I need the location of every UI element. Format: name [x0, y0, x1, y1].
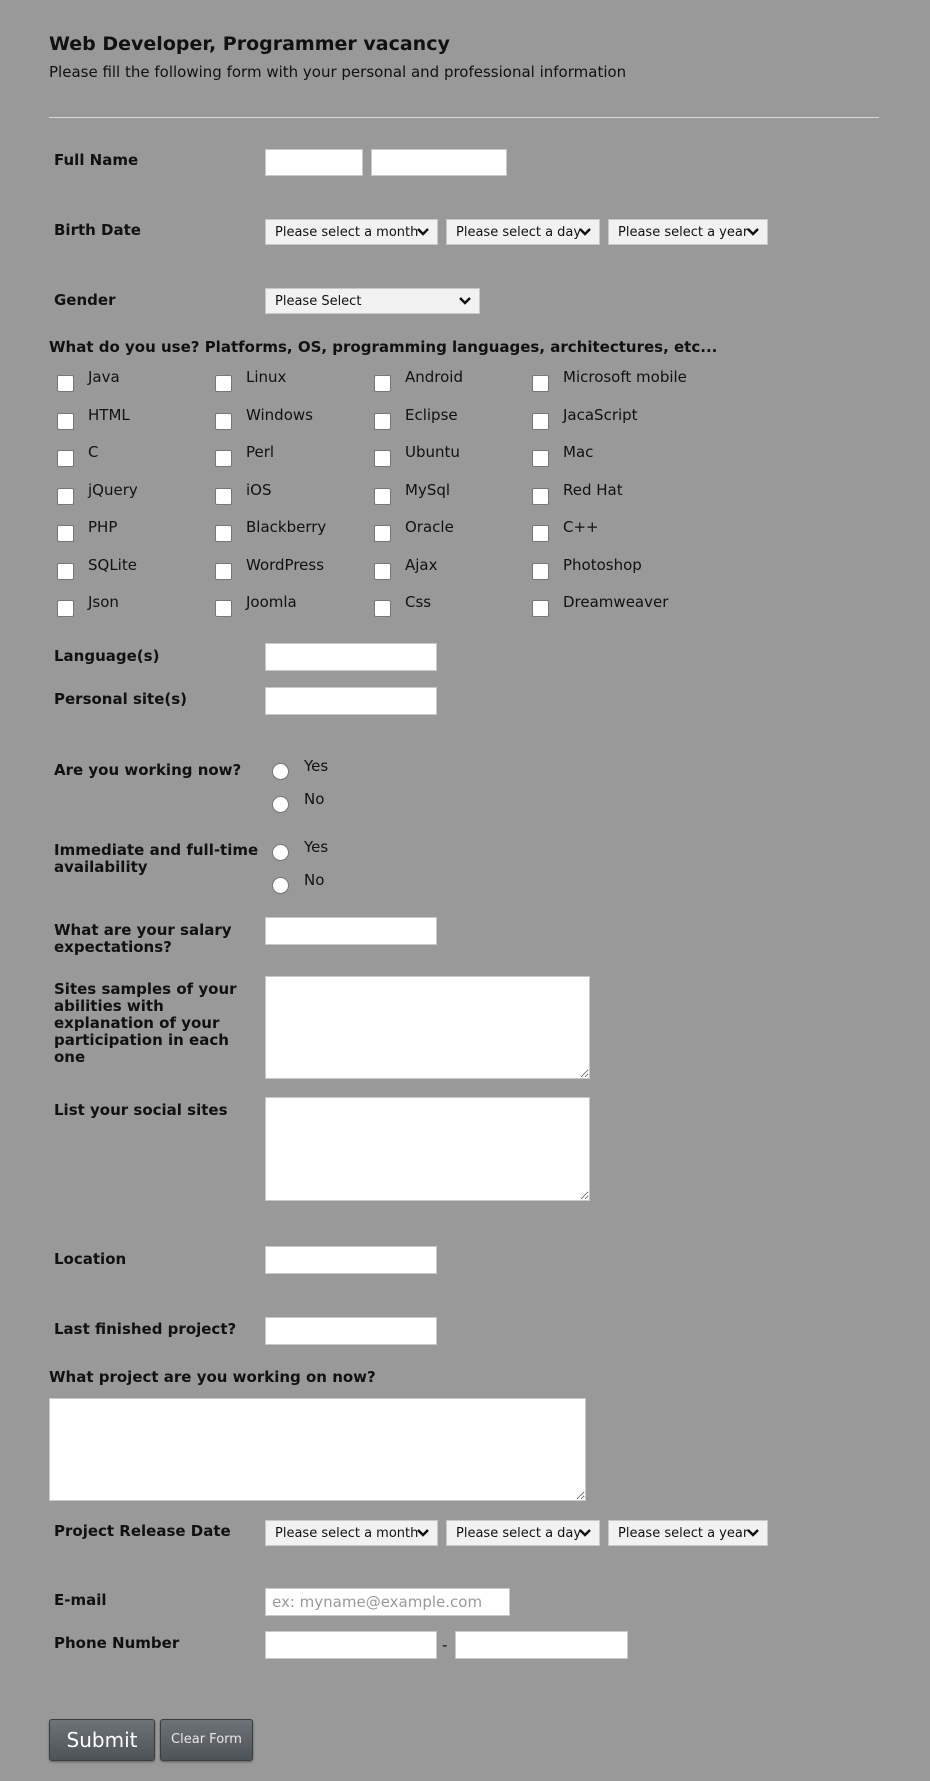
release-month-value: Please select a month [275, 1526, 419, 1541]
platform-checkbox-label: Ajax [405, 556, 438, 574]
working-now-label: Are you working now? [54, 761, 242, 779]
platform-checkbox[interactable] [215, 488, 232, 505]
platforms-label: What do you use? Platforms, OS, programming languages, architectures, etc... [49, 338, 718, 356]
release-year-value: Please select a year [618, 1526, 749, 1541]
birth-date-label: Birth Date [54, 221, 141, 239]
birth-year-value: Please select a year [618, 225, 749, 240]
platform-checkbox-label: Photoshop [563, 556, 642, 574]
platform-checkbox[interactable] [215, 375, 232, 392]
languages-input[interactable] [265, 643, 437, 671]
languages-label: Language(s) [54, 647, 160, 665]
platform-checkbox-label: jQuery [88, 481, 138, 499]
site-samples-label: Sites samples of your abilities with explanation of your participation in each one [54, 980, 237, 1066]
platform-checkbox-label: Linux [246, 368, 287, 386]
current-project-textarea[interactable] [49, 1398, 586, 1501]
platform-checkbox-label: Perl [246, 443, 275, 461]
platform-checkbox[interactable] [215, 525, 232, 542]
platform-checkbox[interactable] [532, 600, 549, 617]
availability-yes-label: Yes [304, 838, 329, 856]
clear-form-button[interactable]: Clear Form [160, 1719, 253, 1761]
form-title: Web Developer, Programmer vacancy [49, 33, 450, 55]
chevron-down-icon [578, 226, 592, 238]
platform-checkbox-label: C [88, 443, 99, 461]
platform-checkbox[interactable] [215, 563, 232, 580]
platform-checkbox-label: Mac [563, 443, 594, 461]
platform-checkbox-label: Css [405, 593, 432, 611]
working-now-no-radio[interactable] [272, 796, 289, 813]
platform-checkbox-label: Joomla [246, 593, 297, 611]
release-day-select[interactable] [446, 1520, 600, 1546]
platform-checkbox[interactable] [532, 525, 549, 542]
platform-checkbox[interactable] [215, 600, 232, 617]
email-input[interactable] [265, 1588, 510, 1616]
phone-number-input[interactable] [455, 1631, 628, 1659]
platform-checkbox[interactable] [57, 525, 74, 542]
social-sites-textarea[interactable] [265, 1097, 590, 1201]
platform-checkbox[interactable] [532, 450, 549, 467]
platform-checkbox[interactable] [215, 450, 232, 467]
last-project-input[interactable] [265, 1317, 437, 1345]
platform-checkbox[interactable] [532, 488, 549, 505]
last-name-input[interactable] [371, 149, 507, 176]
personal-sites-label: Personal site(s) [54, 690, 188, 708]
chevron-down-icon [416, 1527, 430, 1539]
first-name-input[interactable] [265, 149, 363, 176]
gender-value: Please Select [275, 294, 362, 309]
platform-checkbox-label: Blackberry [246, 518, 327, 536]
platform-checkbox[interactable] [532, 375, 549, 392]
platform-checkbox[interactable] [532, 563, 549, 580]
last-project-label: Last finished project? [54, 1320, 237, 1338]
platform-checkbox-label: PHP [88, 518, 118, 536]
chevron-down-icon [578, 1527, 592, 1539]
working-now-yes-radio[interactable] [272, 763, 289, 780]
phone-label: Phone Number [54, 1634, 180, 1652]
personal-sites-input[interactable] [265, 687, 437, 715]
platform-checkbox-label: HTML [88, 406, 130, 424]
working-now-yes-label: Yes [304, 757, 329, 775]
birth-year-select[interactable] [608, 219, 768, 245]
phone-area-input[interactable] [265, 1631, 437, 1659]
site-samples-textarea[interactable] [265, 976, 590, 1079]
platform-checkbox[interactable] [374, 450, 391, 467]
platform-checkbox[interactable] [374, 375, 391, 392]
availability-yes-radio[interactable] [272, 844, 289, 861]
chevron-down-icon [416, 226, 430, 238]
current-project-label: What project are you working on now? [49, 1368, 376, 1386]
social-sites-label: List your social sites [54, 1101, 228, 1119]
platform-checkbox[interactable] [57, 563, 74, 580]
platform-checkbox[interactable] [374, 413, 391, 430]
platform-checkbox-label: Oracle [405, 518, 454, 536]
platform-checkbox[interactable] [215, 413, 232, 430]
platform-checkbox-label: Microsoft mobile [563, 368, 687, 386]
platform-checkbox-label: Red Hat [563, 481, 623, 499]
birth-day-value: Please select a day [456, 225, 582, 240]
submit-button[interactable]: Submit [49, 1719, 155, 1761]
divider [49, 117, 879, 118]
birth-day-select[interactable] [446, 219, 600, 245]
platform-checkbox[interactable] [57, 375, 74, 392]
gender-select[interactable] [265, 288, 480, 314]
phone-separator: - [442, 1636, 448, 1654]
platform-checkbox-label: Eclipse [405, 406, 458, 424]
platform-checkbox-label: WordPress [246, 556, 325, 574]
release-year-select[interactable] [608, 1520, 768, 1546]
birth-month-value: Please select a month [275, 225, 419, 240]
release-month-select[interactable] [265, 1520, 438, 1546]
availability-no-radio[interactable] [272, 877, 289, 894]
salary-input[interactable] [265, 917, 437, 945]
platform-checkbox[interactable] [374, 563, 391, 580]
platform-checkbox-label: MySql [405, 481, 451, 499]
platform-checkbox-label: JacaScript [563, 406, 638, 424]
release-day-value: Please select a day [456, 1526, 582, 1541]
working-now-no-label: No [304, 790, 325, 808]
platform-checkbox[interactable] [57, 600, 74, 617]
platform-checkbox[interactable] [57, 450, 74, 467]
platform-checkbox[interactable] [374, 488, 391, 505]
platform-checkbox-label: Json [88, 593, 119, 611]
location-input[interactable] [265, 1246, 437, 1274]
platform-checkbox-label: Dreamweaver [563, 593, 669, 611]
platform-checkbox-label: Ubuntu [405, 443, 460, 461]
platform-checkbox-label: Windows [246, 406, 313, 424]
form-subtitle: Please fill the following form with your personal and professional information [49, 63, 627, 81]
location-label: Location [54, 1250, 127, 1268]
platform-checkbox-label: Java [88, 368, 120, 386]
chevron-down-icon [746, 1527, 760, 1539]
availability-no-label: No [304, 871, 325, 889]
platform-checkbox-label: C++ [563, 518, 599, 536]
release-date-label: Project Release Date [54, 1522, 231, 1540]
availability-label: Immediate and full-time availability [54, 841, 259, 876]
platform-checkbox-label: SQLite [88, 556, 137, 574]
platform-checkbox[interactable] [374, 525, 391, 542]
platform-checkbox[interactable] [532, 413, 549, 430]
full-name-label: Full Name [54, 151, 139, 169]
gender-label: Gender [54, 291, 116, 309]
platform-checkbox-label: Android [405, 368, 463, 386]
email-label: E-mail [54, 1591, 107, 1609]
platform-checkbox-label: iOS [246, 481, 272, 499]
platform-checkbox[interactable] [57, 488, 74, 505]
platform-checkbox[interactable] [374, 600, 391, 617]
salary-label: What are your salary expectations? [54, 921, 232, 956]
chevron-down-icon [458, 295, 472, 307]
birth-month-select[interactable] [265, 219, 438, 245]
chevron-down-icon [746, 226, 760, 238]
platform-checkbox[interactable] [57, 413, 74, 430]
